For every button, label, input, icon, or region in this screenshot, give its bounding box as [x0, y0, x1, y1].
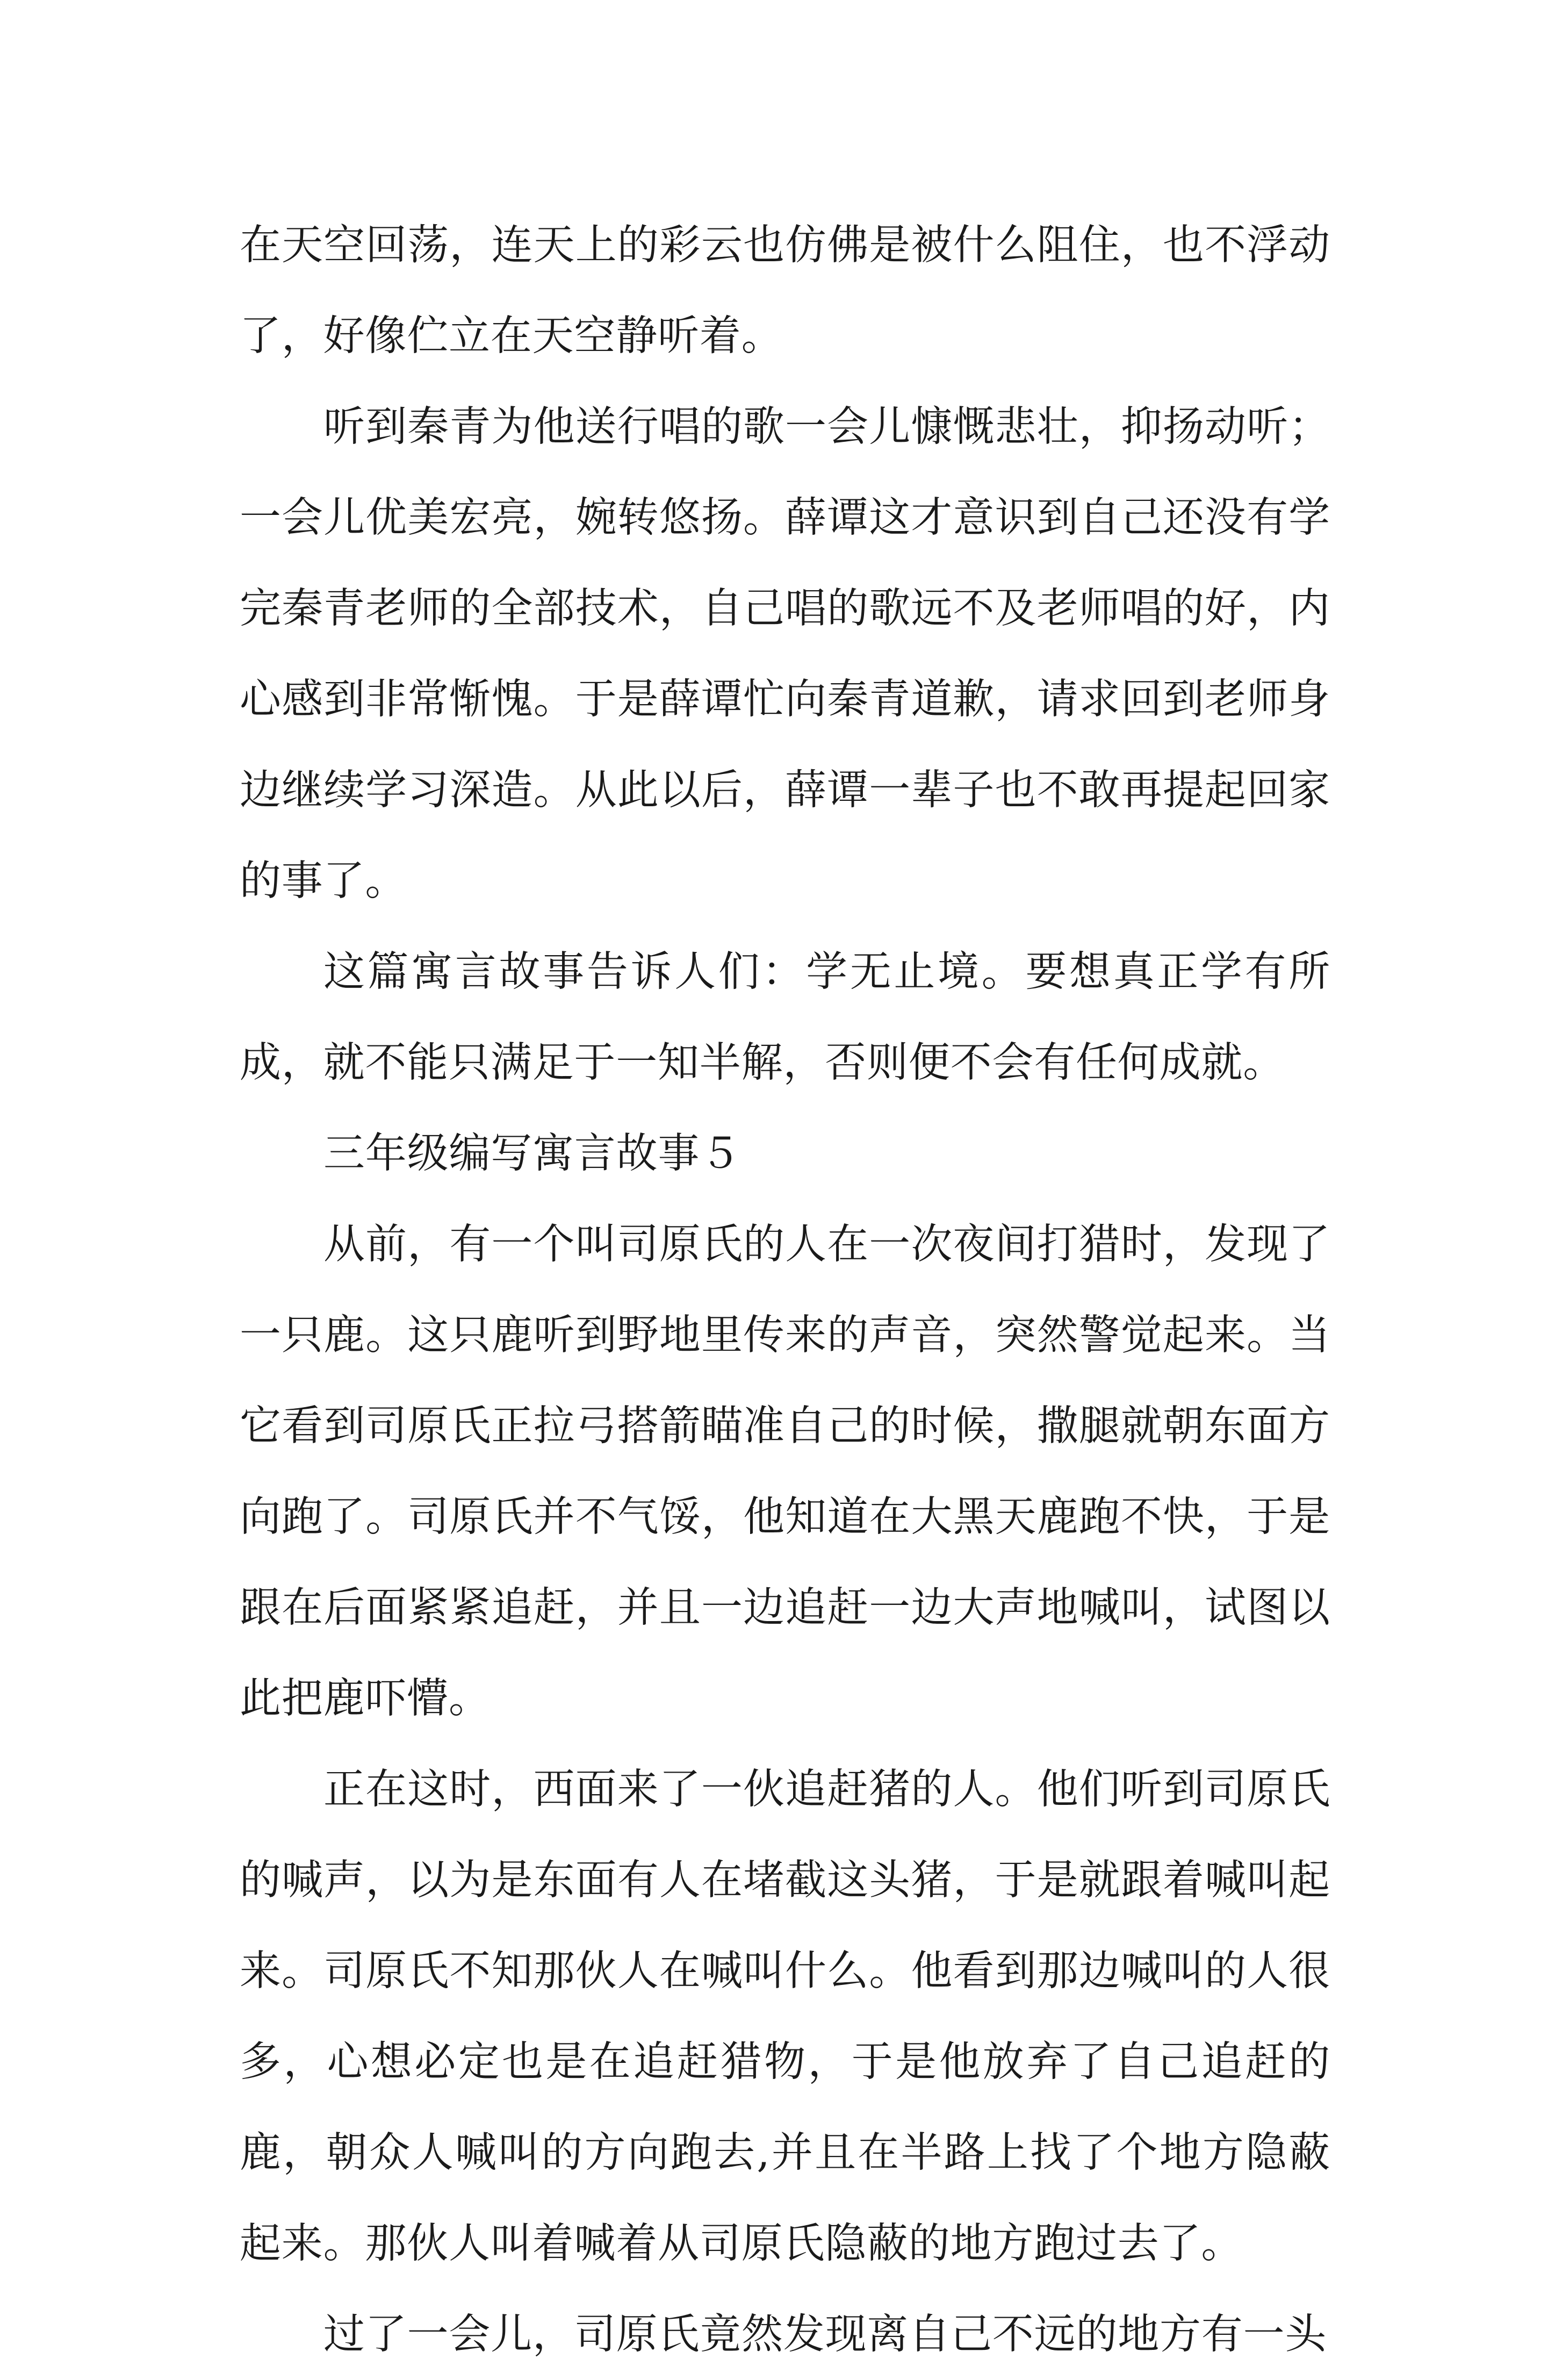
paragraph-qin-qing-song: 听到秦青为他送行唱的歌一会儿慷慨悲壮，抑扬动听；一会儿优美宏亮，婉转悠扬。薛谭这才意识到自己还没有学完秦青老师的全部技术，自己唱的歌远不及老师唱的好，内心感到非常惭愧。于是薛谭忙向秦青道歉，请求回到老师身边继续学习深造。从此以后，薛谭一辈子也不敢再提起回家的事了。 [240, 403, 1330, 905]
paragraph-pig-chasers: 正在这时，西面来了一伙追赶猪的人。他们听到司原氏的喊声，以为是东面有人在堵截这头猪，于是就跟着喊叫起来。司原氏不知那伙人在喊叫什么。他看到那边喊叫的人很多，心想必定也是在追赶猎物，于是他放弃了自己追赶的鹿，朝众人喊叫的方向跑去,并且在半路上找了个地方隐蔽起来。那伙人叫着喊着从司原氏隐蔽的地方跑过去了。 [240, 1766, 1330, 2268]
body-text [240, 200, 1330, 2380]
paragraph-final: 过了一会儿，司原氏竟然发现离自己不远的地方有一头 [323, 2311, 1327, 2359]
paragraph-moral: 这篇寓言故事告诉人们：学无止境。要想真正学有所成，就不能只满足于一知半解，否则便不会有任何成就。 [240, 948, 1330, 1087]
paragraph-continuation: 在天空回荡，连天上的彩云也仿佛是被什么阻住，也不浮动了，好像伫立在天空静听着。 [240, 221, 1330, 360]
section-heading: 三年级编写寓言故事５ [323, 1130, 741, 1178]
paragraph-hunter-deer: 从前，有一个叫司原氏的人在一次夜间打猎时，发现了一只鹿。这只鹿听到野地里传来的声音，突然警觉起来。当它看到司原氏正拉弓搭箭瞄准自己的时候，撒腿就朝东面方向跑了。司原氏并不气馁，他知道在大黑天鹿跑不快，于是跟在后面紧紧追赶，并且一边追赶一边大声地喊叫，试图以此把鹿吓懵。 [240, 1221, 1330, 1723]
